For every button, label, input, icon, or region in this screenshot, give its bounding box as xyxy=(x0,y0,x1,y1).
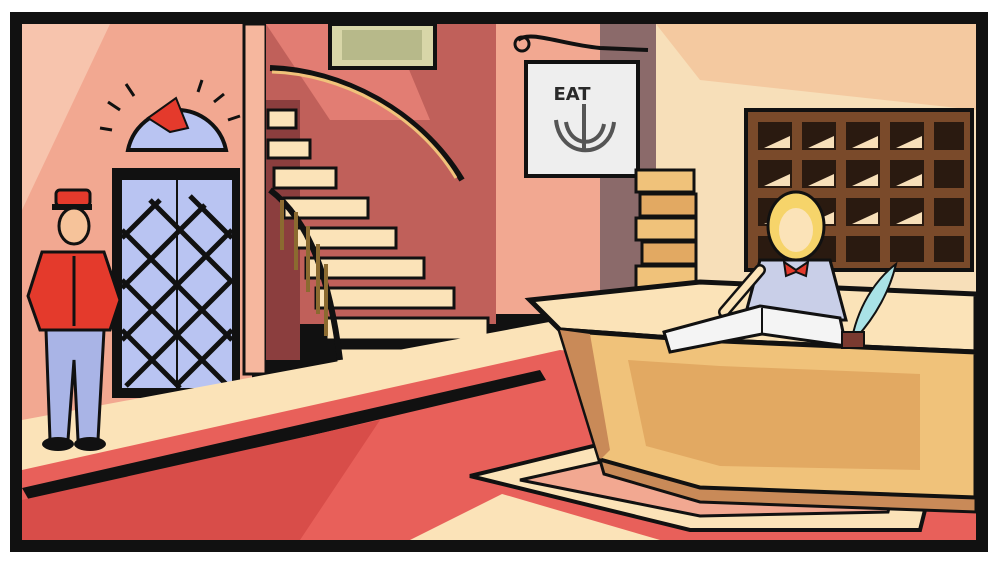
bellhop-shoe-left xyxy=(42,437,74,451)
ink-well xyxy=(842,332,864,348)
stacked-ledgers xyxy=(636,170,696,288)
bellhop-face xyxy=(59,208,89,244)
pillar xyxy=(244,24,266,374)
bellhop-cap xyxy=(56,190,90,206)
wall-painting-inner xyxy=(342,30,422,60)
eat-sign-text: EAT xyxy=(553,84,591,105)
receptionist-face xyxy=(779,208,813,252)
bellhop-shoe-right xyxy=(74,437,106,451)
